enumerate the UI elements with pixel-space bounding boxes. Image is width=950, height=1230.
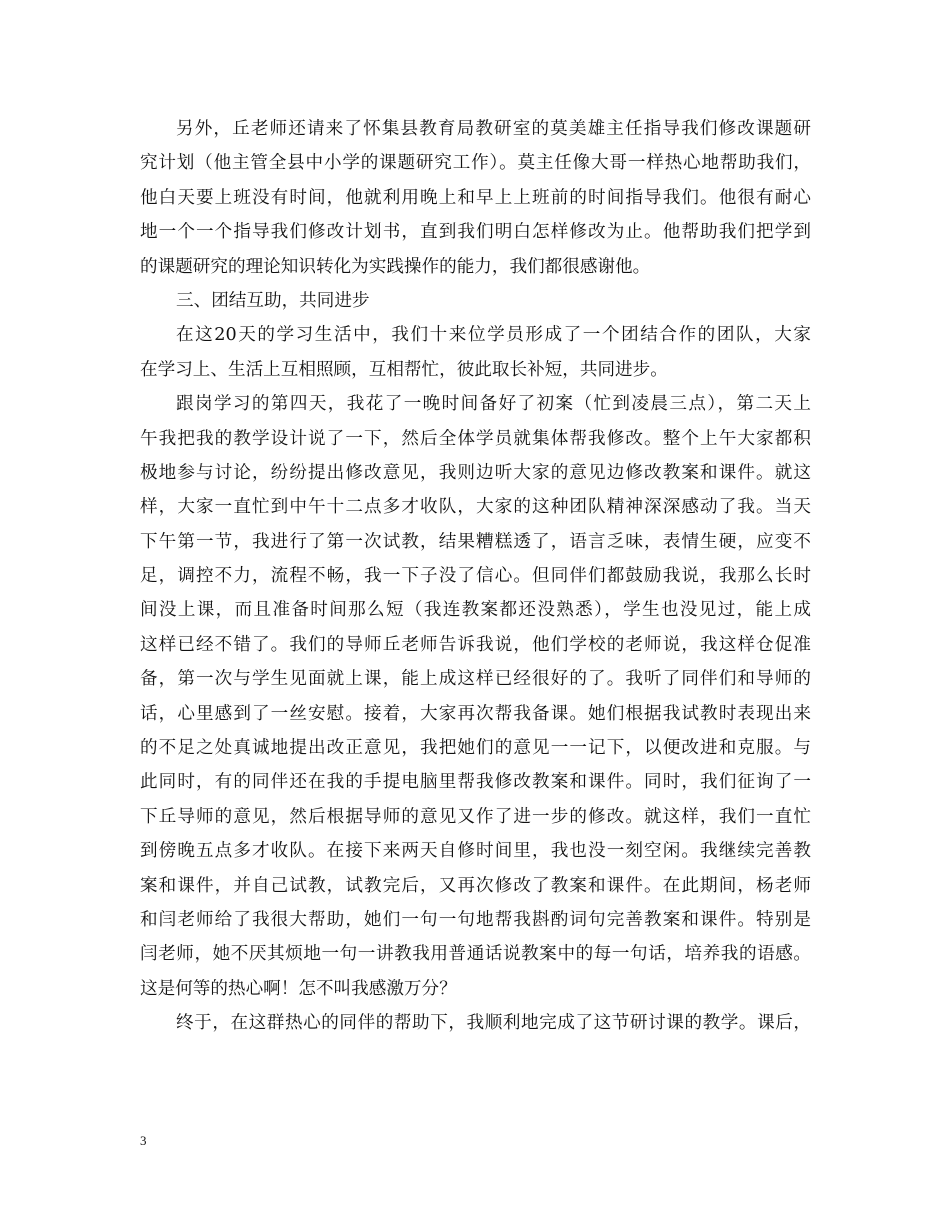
text-line: 这是何等的热心啊！怎不叫我感激万分？ xyxy=(140,978,457,999)
text-line: 地一个一个指导我们修改计划书，直到我们明白怎样修改为止。他帮助我们把学到 xyxy=(140,222,811,243)
text-line: 话，心里感到了一丝安慰。接着，大家再次帮我备课。她们根据我试教时表现出来 xyxy=(140,703,811,724)
text-line: 的不足之处真诚地提出改正意见，我把她们的意见一一记下，以便改进和克服。与 xyxy=(140,738,811,759)
text-line: 他白天要上班没有时间，他就利用晚上和早上上班前的时间指导我们。他很有耐心 xyxy=(140,187,811,208)
document-body xyxy=(140,112,811,1041)
text-line: 极地参与讨论，纷纷提出修改意见，我则边听大家的意见边修改教案和课件。就这 xyxy=(140,462,811,483)
text-line: 样，大家一直忙到中午十二点多才收队，大家的这种团队精神深深感动了我。当天 xyxy=(140,497,811,518)
text-line: 案和课件，并自己试教，试教完后，又再次修改了教案和课件。在此期间，杨老师 xyxy=(140,875,811,896)
text-line: 间没上课，而且准备时间那么短（我连教案都还没熟悉），学生也没见过，能上成 xyxy=(140,600,811,621)
text-line: 和闫老师给了我很大帮助，她们一句一句地帮我斟酌词句完善教案和课件。特别是 xyxy=(140,909,811,930)
text-line: 跟岗学习的第四天，我花了一晚时间备好了初案（忙到凌晨三点），第二天上 xyxy=(176,394,811,415)
text-line: 的课题研究的理论知识转化为实践操作的能力，我们都很感谢他。 xyxy=(140,256,651,277)
page-number: 3 xyxy=(140,1133,147,1148)
text-line: 午我把我的教学设计说了一下，然后全体学员就集体帮我修改。整个上午大家都积 xyxy=(140,428,811,449)
text-line: 备，第一次与学生见面就上课，能上成这样已经很好的了。我听了同伴们和导师的 xyxy=(140,669,811,690)
text-line: 终于，在这群热心的同伴的帮助下，我顺利地完成了这节研讨课的教学。课后， xyxy=(176,1013,811,1034)
text-line: 在学习上、生活上互相照顾，互相帮忙，彼此取长补短，共同进步。 xyxy=(140,359,668,380)
text-line: 另外，丘老师还请来了怀集县教育局教研室的莫美雄主任指导我们修改课题研 xyxy=(176,119,811,139)
text-line: 在这20天的学习生活中，我们十来位学员形成了一个团结合作的团队，大家 xyxy=(176,325,811,346)
text-line: 这样已经不错了。我们的导师丘老师告诉我说，他们学校的老师说，我这样仓促准 xyxy=(140,634,811,655)
text-line: 三、团结互助，共同进步 xyxy=(176,290,370,311)
text-line: 下丘导师的意见，然后根据导师的意见又作了进一步的修改。就这样，我们一直忙 xyxy=(140,806,811,827)
text-line: 究计划（他主管全县中小学的课题研究工作）。莫主任像大哥一样热心地帮助我们， xyxy=(140,153,811,174)
text-line: 下午第一节，我进行了第一次试教，结果糟糕透了，语言乏味，表情生硬，应变不 xyxy=(140,531,811,552)
text-line: 足，调控不力，流程不畅，我一下子没了信心。但同伴们都鼓励我说，我那么长时 xyxy=(140,566,811,587)
text-line: 闫老师，她不厌其烦地一句一讲教我用普通话说教案中的每一句话，培养我的语感。 xyxy=(140,944,811,965)
text-line: 此同时，有的同伴还在我的手提电脑里帮我修改教案和课件。同时，我们征询了一 xyxy=(140,772,811,793)
text-line: 到傍晚五点多才收队。在接下来两天自修时间里，我也没一刻空闲。我继续完善教 xyxy=(140,841,811,862)
